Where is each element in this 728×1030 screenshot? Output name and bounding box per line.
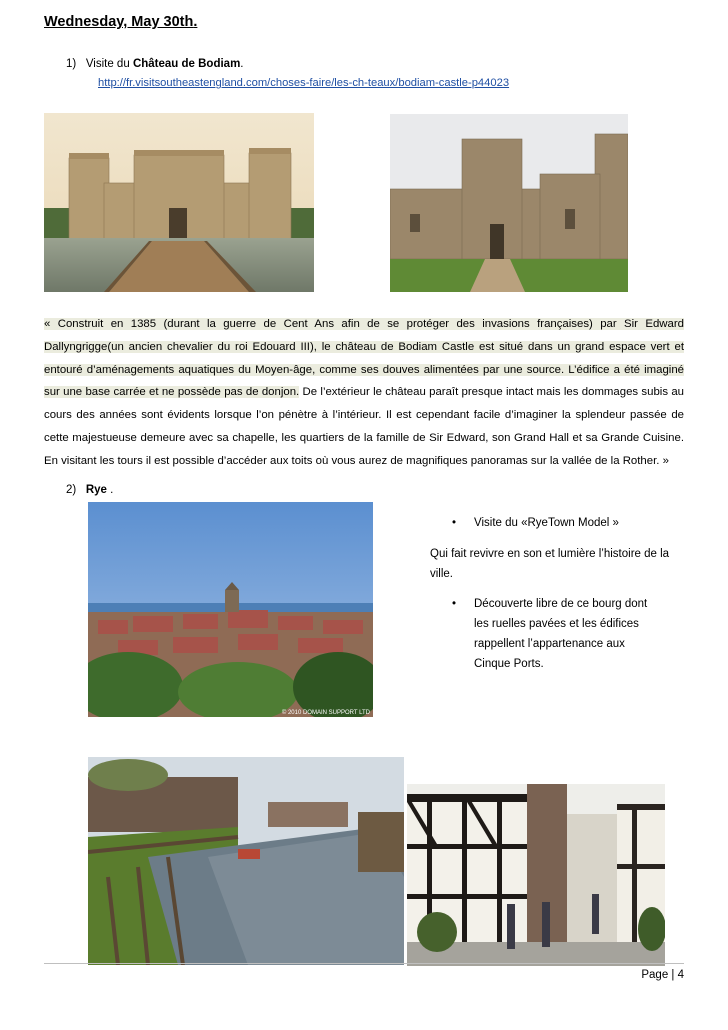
rye-description: Qui fait revivre en son et lumière l’histoire de la ville. <box>430 548 670 580</box>
page-number: Page | 4 <box>641 969 684 981</box>
bodiam-castle-photo <box>44 113 314 292</box>
visit-name: Château de Bodiam <box>132 58 241 70</box>
visit-item-bodiam: 1) Visite du Château de Bodiam. <box>66 58 244 70</box>
bodiam-link[interactable]: http://fr.visitsoutheastengland.com/choses-faire/les-ch-teaux/bodiam-castle-p44023 <box>98 77 510 89</box>
visit-name: Rye <box>85 484 107 496</box>
list-number: 1) <box>66 58 77 70</box>
list-number: 2) <box>66 484 77 496</box>
rye-bullet-2: • Découverte libre de ce bourg dont les ruelles pavées et les édifices rappellent l’appartenance aux Cinque Ports. <box>452 594 662 674</box>
bodiam-ruins-photo <box>390 114 628 292</box>
page-title: Wednesday, May 30th. <box>44 14 198 30</box>
rye-bullet-1: • Visite du «RyeTown Model » <box>452 513 682 533</box>
visit-item-rye: 2) Rye . <box>66 484 114 496</box>
rye-harbour-photo <box>88 757 404 965</box>
bodiam-description-quote: « Construit en 1385 (durant la guerre de Cent Ans afin de se protéger des invasions françaises) par Sir Edward Dallyngrigge(un ancien chevalier du roi Edouard III), le château de Bodiam Castle est situé dans un grand espace vert et entouré d’aménagements aquatiques du Moyen-âge, comme ses douves alimentées par une source. L’édifice a été imaginé sur une base carrée et ne possède pas de donjon. De l’extérieur le château paraît presque intact mais les dommages subis au cours des années sont évidents lorsque l’on pénètre à l’intérieur. Il est cependant facile d’imaginer la splendeur passée de cette majestueuse demeure avec sa chapelle, les quartiers de la famille de Sir Edward, son Grand Hall et sa Grande Cuisine. En visitant les tours il est possible d’accéder aux toits où vous aurez de magnifiques panoramas sur la vallée de la Rother. » <box>44 318 684 467</box>
photo-credit: © 2010 DOMAIN SUPPORT LTD <box>281 710 370 716</box>
rye-town-photo <box>88 502 373 717</box>
footer-divider <box>44 963 684 964</box>
rye-tudor-street-photo <box>407 784 665 966</box>
visit-prefix: Visite du <box>85 58 133 70</box>
